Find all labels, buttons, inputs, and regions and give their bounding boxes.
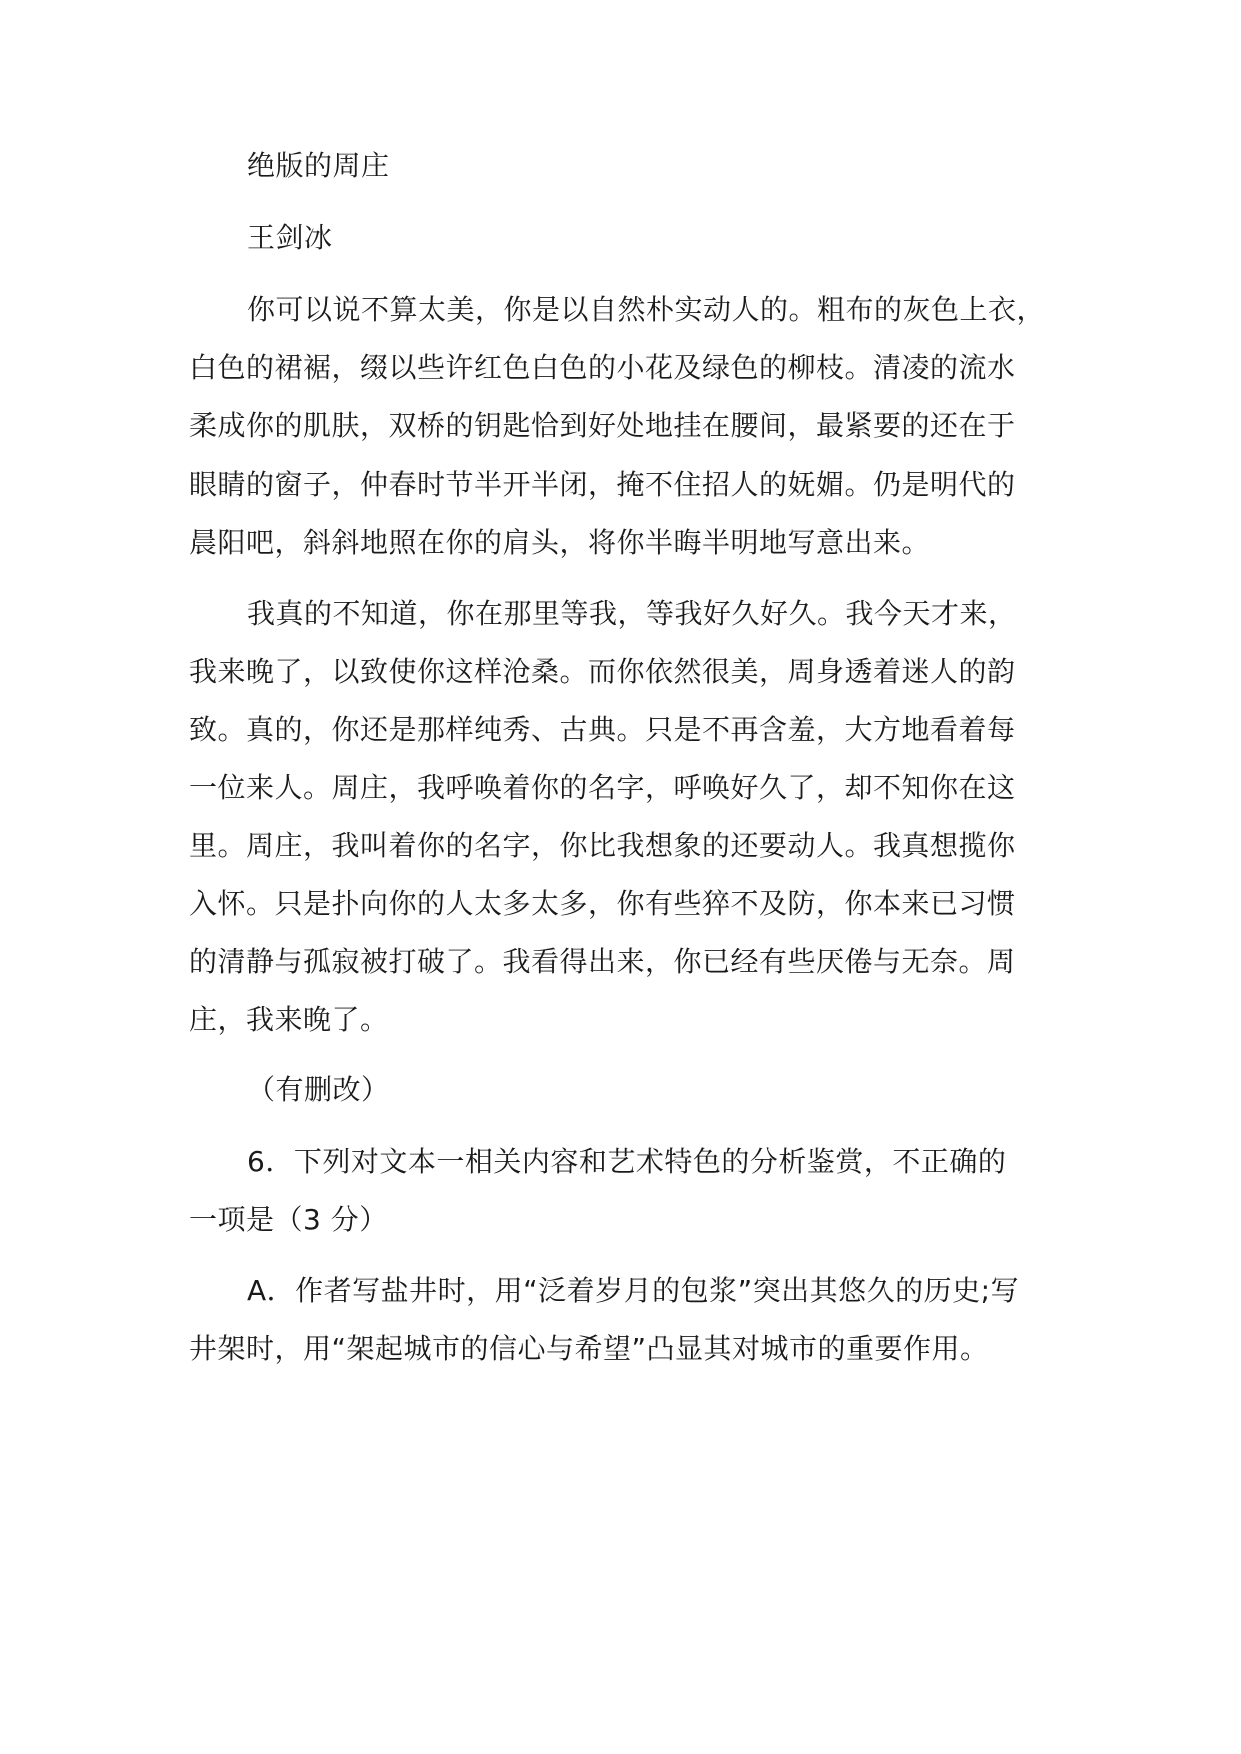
text-line: 眼睛的窗子，仲春时节半开半闭，掩不住招人的妩媚。仍是明代的 — [189, 468, 1016, 501]
text-line: 致。真的，你还是那样纯秀、古典。只是不再含羞，大方地看着每 — [189, 713, 1016, 746]
edit-note: （有删改） — [247, 1073, 390, 1106]
text-line: 我真的不知道，你在那里等我，等我好久好久。我今天才来， — [247, 597, 1017, 630]
article-title: 绝版的周庄 — [247, 149, 390, 182]
text-line: 我来晚了，以致使你这样沧桑。而你依然很美，周身透着迷人的韵 — [189, 655, 1016, 688]
text-line: 你可以说不算太美，你是以自然朴实动人的。粗布的灰色上衣， — [247, 293, 1046, 326]
question-line: 6．下列对文本一相关内容和艺术特色的分析鉴赏，不正确的 — [247, 1145, 1007, 1178]
text-line: 柔成你的肌肤，双桥的钥匙恰到好处地挂在腰间，最紧要的还在于 — [189, 409, 1016, 442]
text-line: 的清静与孤寂被打破了。我看得出来，你已经有些厌倦与无奈。周 — [189, 945, 1016, 978]
option-line: 井架时，用“架起城市的信心与希望”凸显其对城市的重要作用。 — [189, 1332, 989, 1365]
text-line: 里。周庄，我叫着你的名字，你比我想象的还要动人。我真想揽你 — [189, 829, 1016, 862]
text-line: 晨阳吧，斜斜地照在你的肩头，将你半晦半明地写意出来。 — [189, 526, 931, 559]
text-line: 庄，我来晚了。 — [189, 1003, 389, 1036]
option-line: A．作者写盐井时，用“泛着岁月的包浆”突出其悠久的历史;写 — [247, 1274, 1020, 1307]
text-line: 入怀。只是扑向你的人太多太多，你有些猝不及防，你本来已习惯 — [189, 887, 1016, 920]
article-author: 王剑冰 — [247, 221, 333, 254]
text-line: 一位来人。周庄，我呼唤着你的名字，呼唤好久了，却不知你在这 — [189, 771, 1016, 804]
text-line: 白色的裙裾，缀以些许红色白色的小花及绿色的柳枝。清凌的流水 — [189, 351, 1016, 384]
question-line: 一项是（3 分） — [189, 1203, 388, 1236]
